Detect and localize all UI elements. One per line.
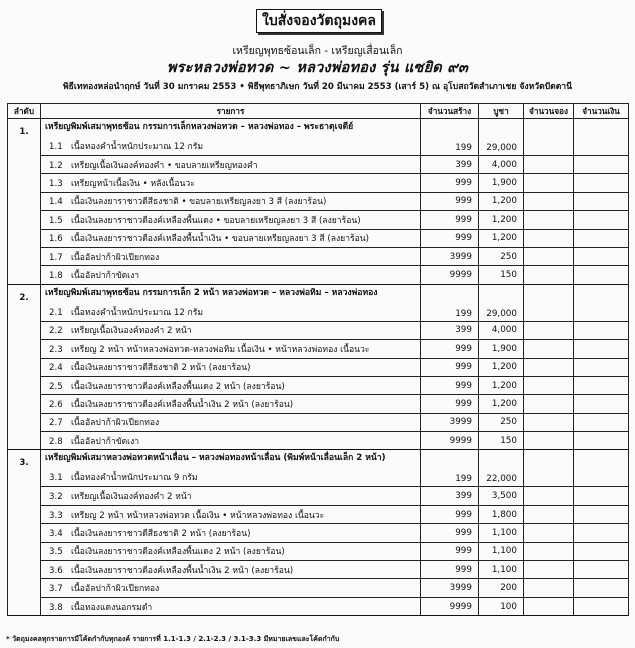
booking-quantity-input[interactable]: [524, 321, 574, 339]
item-line: [45, 305, 416, 319]
booking-quantity-input[interactable]: [524, 524, 574, 542]
section-title: เหรียญพิมพ์เสมาพุทธซ้อน กรรมการเล็กหลวงพ่อทวด – หลวงพ่อทอง – พระธาตุเจดีย์: [45, 122, 354, 132]
table-row: [8, 247, 629, 265]
quantity-made-cell: 399: [421, 156, 479, 174]
item-name: เนื้อเงินลงยาราชาวดีองค์เหลืองพื้นแดง 2 หน้า (ลงยาร้อน): [71, 381, 285, 392]
quantity-made-cell: 199: [421, 450, 479, 487]
table-row: [8, 174, 629, 192]
item-line: [45, 250, 416, 264]
price-cell: 1,100: [479, 561, 524, 579]
booking-quantity-input[interactable]: [524, 156, 574, 174]
item-name: เนื้อทองแดงนอกรมดำ: [71, 602, 153, 613]
amount-input[interactable]: [574, 561, 629, 579]
price-cell: 200: [479, 579, 524, 597]
amount-input[interactable]: [574, 597, 629, 615]
table-row: [8, 211, 629, 229]
item-code: 2.4: [49, 363, 63, 374]
item-line: [45, 581, 416, 595]
price-cell: 4,000: [479, 156, 524, 174]
price-cell: 1,900: [479, 340, 524, 358]
item-line: [45, 489, 416, 503]
amount-input[interactable]: [574, 192, 629, 210]
item-name: เนื้อเงินลงยาราชาวดีองค์เหลืองพื้นน้ำเงิน • ขอบลายเหรียญลงยา 3 สี (ลงยาร้อน): [71, 234, 370, 245]
amount-input[interactable]: [574, 395, 629, 413]
section-number: 2.: [8, 284, 41, 450]
item-name: เนื้อเงินลงยาราชาวดีองค์เหลืองพื้นแดง • ขอบลายเหรียญลงยา 3 สี (ลงยาร้อน): [71, 215, 361, 226]
quantity-made-cell: 3999: [421, 413, 479, 431]
section-number: 3.: [8, 450, 41, 616]
item-line: [45, 158, 416, 172]
price-cell: 150: [479, 266, 524, 284]
booking-quantity-input[interactable]: [524, 376, 574, 394]
item-line: [45, 434, 416, 448]
item-line: [45, 526, 416, 540]
amount-input[interactable]: [574, 284, 629, 321]
price-cell: 150: [479, 432, 524, 450]
item-name: เนื้อเงินลงยาราชาวดีสีธงชาติ 2 หน้า (ลงยาร้อน): [71, 363, 251, 374]
item-cell: [41, 358, 421, 376]
booking-quantity-input[interactable]: [524, 505, 574, 523]
amount-input[interactable]: [574, 505, 629, 523]
item-code: 3.1: [49, 473, 63, 484]
item-cell: [41, 561, 421, 579]
item-code: 1.3: [49, 179, 63, 190]
amount-input[interactable]: [574, 229, 629, 247]
item-name: เนื้อเงินลงยาราชาวดีองค์เหลืองพื้นน้ำเงิน 2 หน้า (ลงยาร้อน): [71, 399, 294, 410]
price-cell: 100: [479, 597, 524, 615]
table-row: [8, 340, 629, 358]
table-row: [8, 284, 629, 321]
price-cell: 1,200: [479, 376, 524, 394]
table-row: [8, 229, 629, 247]
item-code: 3.4: [49, 528, 63, 539]
quantity-made-cell: 999: [421, 229, 479, 247]
booking-quantity-input[interactable]: [524, 358, 574, 376]
form-headline: พระหลวงพ่อทวด ~ หลวงพ่อทอง รุ่น แซยิด ๙๓: [166, 60, 469, 76]
item-cell: [41, 505, 421, 523]
amount-input[interactable]: [574, 450, 629, 487]
table-row: [8, 358, 629, 376]
column-header-amount: จำนวนเงิน: [574, 104, 629, 119]
price-cell: 29,000: [479, 284, 524, 321]
amount-input[interactable]: [574, 266, 629, 284]
quantity-made-cell: 999: [421, 174, 479, 192]
price-cell: 4,000: [479, 321, 524, 339]
item-line: [45, 323, 416, 337]
quantity-made-cell: 999: [421, 358, 479, 376]
price-cell: 250: [479, 413, 524, 431]
booking-quantity-input[interactable]: [524, 119, 574, 156]
amount-input[interactable]: [574, 487, 629, 505]
booking-quantity-input[interactable]: [524, 413, 574, 431]
amount-input[interactable]: [574, 119, 629, 156]
ceremony-details: พิธีเททองหล่อนำฤกษ์ วันที่ 30 มกราคม 2553 • พิธีพุทธาภิเษก วันที่ 20 มีนาคม 2553 (เสาร์ 5) ณ อุโบสถวัดสำเภาเชย จังหวัดปัตตานี: [63, 82, 572, 92]
quantity-made-cell: 999: [421, 561, 479, 579]
item-cell: [41, 211, 421, 229]
price-cell: 22,000: [479, 450, 524, 487]
column-header-order: ลำดับ: [8, 104, 41, 119]
price-cell: 1,800: [479, 505, 524, 523]
item-line: [45, 176, 416, 190]
item-line: [45, 231, 416, 245]
amount-input[interactable]: [574, 174, 629, 192]
quantity-made-cell: 399: [421, 321, 479, 339]
item-code: 1.1: [49, 142, 63, 152]
item-code: 2.2: [49, 326, 63, 337]
item-cell: [41, 284, 421, 321]
order-table: [7, 103, 629, 616]
item-cell: [41, 524, 421, 542]
booking-quantity-input[interactable]: [524, 174, 574, 192]
amount-input[interactable]: [574, 156, 629, 174]
price-cell: 250: [479, 247, 524, 265]
amount-input[interactable]: [574, 542, 629, 560]
booking-quantity-input[interactable]: [524, 284, 574, 321]
booking-quantity-input[interactable]: [524, 229, 574, 247]
column-header-booking-quantity: จำนวนจอง: [524, 104, 574, 119]
quantity-made-cell: 999: [421, 340, 479, 358]
item-line: [45, 213, 416, 227]
item-line: [45, 342, 416, 356]
item-name: เนื้อเงินลงยาราชาวดีองค์เหลืองพื้นน้ำเงิน 2 หน้า (ลงยาร้อน): [71, 565, 294, 576]
item-code: 2.1: [49, 307, 63, 318]
quantity-made-cell: 999: [421, 211, 479, 229]
price-cell: 1,200: [479, 211, 524, 229]
table-row: [8, 266, 629, 284]
item-line: [45, 563, 416, 577]
amount-input[interactable]: [574, 247, 629, 265]
amount-input[interactable]: [574, 413, 629, 431]
item-name: เนื้ออัลปาก้าผิวเปียกทอง: [71, 252, 160, 263]
item-name: เนื้ออัลปาก้าผิวเปียกทอง: [71, 584, 160, 595]
price-cell: 1,100: [479, 524, 524, 542]
item-code: 3.7: [49, 584, 63, 595]
item-cell: [41, 450, 421, 487]
table-row: [8, 450, 629, 487]
amount-input[interactable]: [574, 358, 629, 376]
item-name: เนื้ออัลปาก้าผิวเปียกทอง: [71, 418, 160, 429]
item-name: เนื้อทองคำน้ำหนักประมาณ 12 กรัม: [71, 307, 204, 318]
item-line: [45, 268, 416, 282]
table-row: [8, 579, 629, 597]
item-code: 2.8: [49, 436, 63, 447]
item-name: เหรียญเนื้อเงินองค์ทองคำ • ขอบลายเหรียญทองคำ: [71, 160, 258, 171]
price-cell: 29,000: [479, 119, 524, 156]
item-name: เนื้อทองคำน้ำหนักประมาณ 9 กรัม: [71, 473, 198, 484]
item-code: 3.8: [49, 602, 63, 613]
amount-input[interactable]: [574, 432, 629, 450]
item-code: 3.2: [49, 492, 63, 503]
item-name: เหรียญหน้าเนื้อเงิน • หลังเนื้อนวะ: [71, 179, 195, 190]
quantity-made-cell: 9999: [421, 266, 479, 284]
item-code: 3.3: [49, 510, 63, 521]
item-cell: [41, 192, 421, 210]
quantity-made-cell: 999: [421, 376, 479, 394]
item-code: 2.5: [49, 381, 63, 392]
item-cell: [41, 597, 421, 615]
item-code: 2.7: [49, 418, 63, 429]
item-name: เหรียญ 2 หน้า หน้าหลวงพ่อทวด เนื้อเงิน • หน้าหลวงพ่อทอง เนื้อนวะ: [71, 510, 325, 521]
quantity-made-cell: 199: [421, 284, 479, 321]
item-line: [45, 470, 416, 484]
table-row: [8, 561, 629, 579]
price-cell: 1,200: [479, 358, 524, 376]
item-cell: [41, 487, 421, 505]
price-cell: 1,200: [479, 229, 524, 247]
item-cell: [41, 376, 421, 394]
column-header-quantity-made: จำนวนสร้าง: [421, 104, 479, 119]
table-row: [8, 192, 629, 210]
section-title: เหรียญพิมพ์เสมาหลวงพ่อทวดหน้าเลื่อน – หลวงพ่อทองหน้าเลื่อน (พิมพ์หน้าเลื่อนเล็ก 2 หน้า): [45, 453, 386, 464]
item-line: [45, 397, 416, 411]
item-cell: [41, 395, 421, 413]
form-title: ใบสั่งจองวัตถุมงคล: [256, 9, 382, 33]
amount-input[interactable]: [574, 579, 629, 597]
item-name: เนื้อเงินลงยาราชาวดีสีธงชาติ • ขอบลายเหรียญลงยา 3 สี (ลงยาร้อน): [71, 197, 327, 208]
table-row: [8, 505, 629, 523]
amount-input[interactable]: [574, 211, 629, 229]
table-row: [8, 376, 629, 394]
item-line: [45, 508, 416, 522]
item-code: 1.7: [49, 252, 63, 263]
amount-input[interactable]: [574, 376, 629, 394]
item-line: [45, 544, 416, 558]
table-row: [8, 597, 629, 615]
footnote: * วัตถุมงคลทุกรายการมีโค้ดกำกับทุกองค์ รายการที่ 1.1-1.3 / 2.1-2.3 / 3.1-3.3 มีหมายเลขและโค้ดกำกับ: [6, 635, 340, 643]
item-code: 1.4: [49, 197, 63, 208]
price-cell: 1,100: [479, 542, 524, 560]
quantity-made-cell: 9999: [421, 597, 479, 615]
item-name: เหรียญเนื้อเงินองค์ทองคำ 2 หน้า: [71, 492, 192, 503]
table-row: [8, 156, 629, 174]
item-code: 1.8: [49, 271, 63, 282]
item-name: เหรียญเนื้อเงินองค์ทองคำ 2 หน้า: [71, 326, 192, 337]
booking-quantity-input[interactable]: [524, 561, 574, 579]
table-row: [8, 432, 629, 450]
item-cell: [41, 340, 421, 358]
booking-quantity-input[interactable]: [524, 450, 574, 487]
table-row: [8, 413, 629, 431]
item-line: [45, 415, 416, 429]
amount-input[interactable]: [574, 321, 629, 339]
item-code: 1.5: [49, 215, 63, 226]
item-code: 3.5: [49, 547, 63, 558]
quantity-made-cell: 3999: [421, 247, 479, 265]
item-cell: [41, 229, 421, 247]
item-cell: [41, 413, 421, 431]
item-cell: [41, 119, 421, 156]
item-cell: [41, 247, 421, 265]
amount-input[interactable]: [574, 340, 629, 358]
price-cell: 1,200: [479, 192, 524, 210]
booking-quantity-input[interactable]: [524, 487, 574, 505]
section-title: เหรียญพิมพ์เสมาพุทธซ้อน กรรมการเล็ก 2 หน้า หลวงพ่อทวด – หลวงพ่อทิม – หลวงพ่อทอง: [45, 287, 378, 298]
section-number: 1.: [8, 119, 41, 285]
item-cell: [41, 156, 421, 174]
price-cell: 1,200: [479, 395, 524, 413]
amount-input[interactable]: [574, 524, 629, 542]
item-line: [45, 600, 416, 614]
item-line: [45, 139, 416, 153]
booking-quantity-input[interactable]: [524, 247, 574, 265]
item-line: [45, 360, 416, 374]
item-code: 1.2: [49, 160, 63, 171]
booking-quantity-input[interactable]: [524, 211, 574, 229]
item-cell: [41, 266, 421, 284]
table-header-row: [8, 104, 629, 119]
booking-quantity-input[interactable]: [524, 266, 574, 284]
quantity-made-cell: 999: [421, 395, 479, 413]
item-code: 1.6: [49, 234, 63, 245]
form-subtitle: เหรียญพุทธซ้อนเล็ก - เหรียญเสื่อนเล็ก: [232, 45, 403, 57]
quantity-made-cell: 399: [421, 487, 479, 505]
item-name: เหรียญ 2 หน้า หน้าหลวงพ่อทวด-หลวงพ่อทิม เนื้อเงิน • หน้าหลวงพ่อทอง เนื้อนวะ: [71, 344, 370, 355]
quantity-made-cell: 999: [421, 524, 479, 542]
item-code: 2.3: [49, 344, 63, 355]
item-name: เนื้อทองคำน้ำหนักประมาณ 12 กรัม: [71, 142, 204, 152]
item-cell: [41, 542, 421, 560]
table-row: [8, 321, 629, 339]
item-code: 3.6: [49, 565, 63, 576]
table-row: [8, 542, 629, 560]
quantity-made-cell: 3999: [421, 579, 479, 597]
item-name: เนื้ออัลปาก้าขัดเงา: [71, 436, 140, 447]
table-row: [8, 524, 629, 542]
table-row: [8, 395, 629, 413]
item-name: เนื้ออัลปาก้าขัดเงา: [71, 271, 140, 282]
quantity-made-cell: 9999: [421, 432, 479, 450]
item-name: เนื้อเงินลงยาราชาวดีองค์เหลืองพื้นแดง 2 หน้า (ลงยาร้อน): [71, 547, 285, 558]
item-cell: [41, 579, 421, 597]
booking-quantity-input[interactable]: [524, 432, 574, 450]
table-row: [8, 487, 629, 505]
item-cell: [41, 321, 421, 339]
booking-quantity-input[interactable]: [524, 579, 574, 597]
table-body: [8, 119, 629, 616]
item-name: เนื้อเงินลงยาราชาวดีสีธงชาติ 2 หน้า (ลงยาร้อน): [71, 528, 251, 539]
item-cell: [41, 432, 421, 450]
column-header-price: บูชา: [479, 104, 524, 119]
item-line: [45, 194, 416, 208]
item-line: [45, 379, 416, 393]
item-code: 2.6: [49, 399, 63, 410]
booking-quantity-input[interactable]: [524, 542, 574, 560]
quantity-made-cell: 999: [421, 192, 479, 210]
quantity-made-cell: 199: [421, 119, 479, 156]
quantity-made-cell: 999: [421, 542, 479, 560]
booking-quantity-input[interactable]: [524, 340, 574, 358]
quantity-made-cell: 999: [421, 505, 479, 523]
item-cell: [41, 174, 421, 192]
booking-quantity-input[interactable]: [524, 192, 574, 210]
price-cell: 1,900: [479, 174, 524, 192]
booking-quantity-input[interactable]: [524, 395, 574, 413]
column-header-items: รายการ: [41, 104, 421, 119]
booking-quantity-input[interactable]: [524, 597, 574, 615]
table-row: [8, 119, 629, 156]
price-cell: 3,500: [479, 487, 524, 505]
